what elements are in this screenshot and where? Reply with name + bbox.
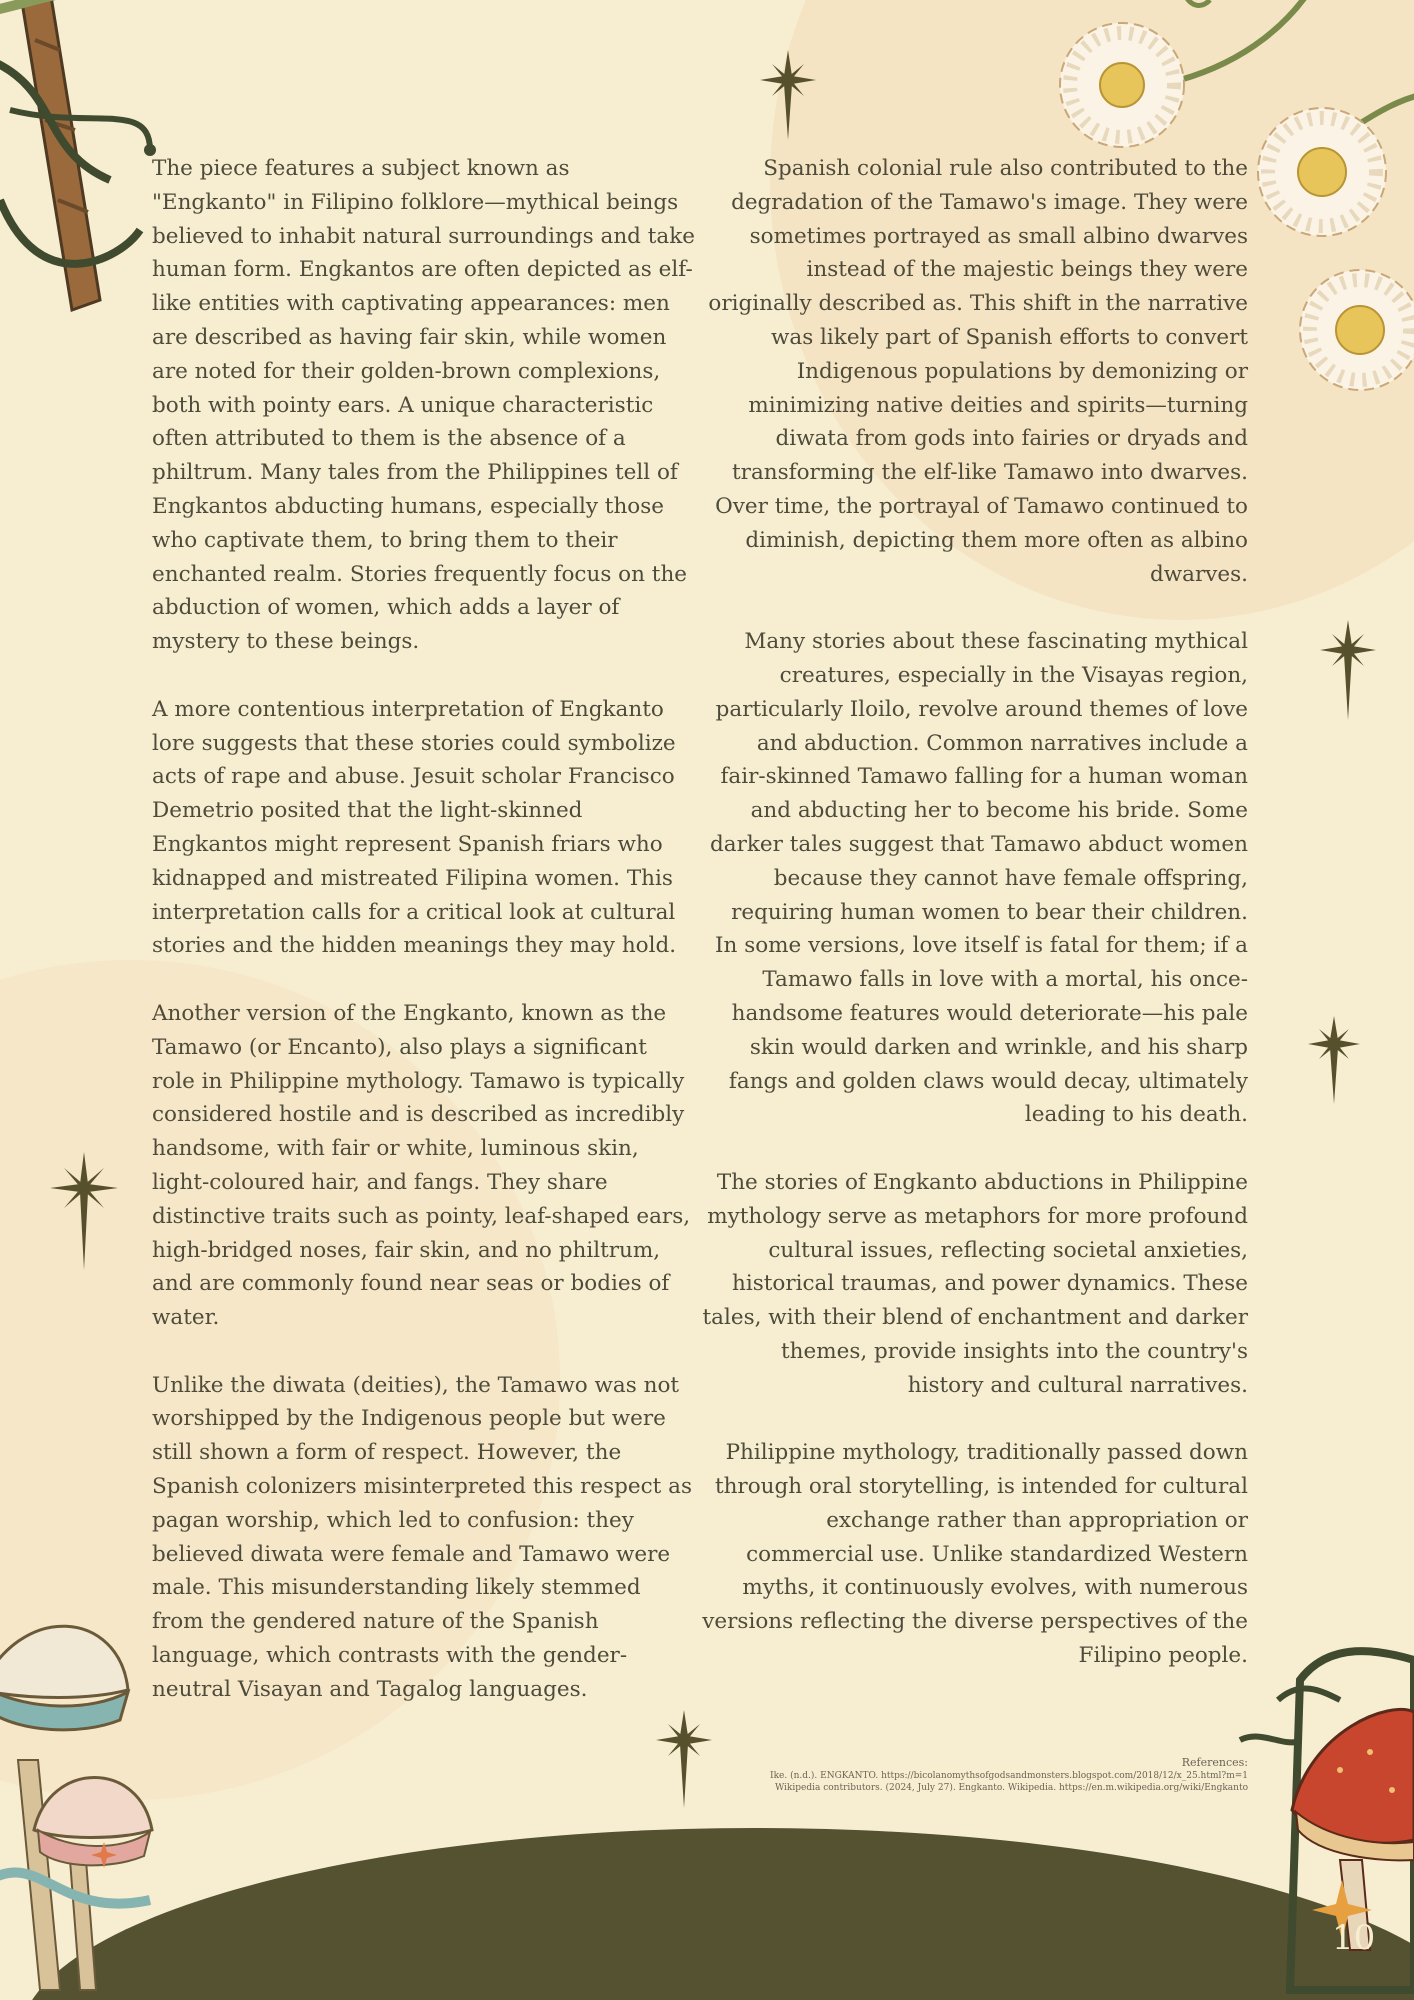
text-line: mystery to these beings. [152,629,420,655]
text-line: Spanish colonizers misinterpreted this respect as [152,1474,692,1500]
text-line: light-coloured hair, and fangs. They share [152,1169,608,1195]
text-line: Indigenous populations by demonizing or [796,358,1248,384]
text-line: historical traumas, and power dynamics. These [731,1271,1248,1297]
text-line: In some versions, love itself is fatal for them; if a [715,933,1248,959]
text-line: commercial use. Unlike standardized Western [746,1541,1248,1567]
text-line: acts of rape and abuse. Jesuit scholar Francisco [152,764,675,790]
text-line: interpretation calls for a critical look at cultural [152,899,676,925]
text-line: stories and the hidden meanings they may hold. [152,933,677,959]
text-line: diminish, depicting them more often as albino [745,527,1248,553]
reference-item: Ike. (n.d.). ENGKANTO. https://bicolanomythsofgodsandmonsters.blogspot.com/2018/12/x_25.html?m=1 [770,1771,1248,1781]
left-paragraph [152,1369,695,1707]
text-line: believed diwata were female and Tamawo were [152,1541,671,1567]
text-line: diwata from gods into fairies or dryads and [775,426,1248,452]
text-line: male. This misunderstanding likely stemmed [152,1575,641,1601]
text-line: lore suggests that these stories could symbolize [152,730,676,756]
text-line: Many stories about these fascinating mythical [744,629,1248,655]
text-line: and abducting her to become his bride. Some [750,798,1248,824]
branch-vine-icon [0,0,156,310]
text-line: Spanish colonial rule also contributed to the [763,156,1248,181]
references-heading: References: [1181,1756,1248,1769]
text-line: sometimes portrayed as small albino dwarves [749,223,1248,249]
text-line: "Engkanto" in Filipino folklore—mythical beings [152,189,679,215]
text-line: originally described as. This shift in the narrative [708,291,1248,317]
text-line: particularly Iloilo, revolve around themes of love [715,696,1248,722]
text-line: are described as having fair skin, while women [152,324,667,350]
text-line: darker tales suggest that Tamawo abduct women [710,831,1248,857]
text-line: history and cultural narratives. [907,1372,1248,1398]
text-line: cultural issues, reflecting societal anxieties, [768,1237,1248,1263]
text-line: human form. Engkantos are often depicted as elf- [152,257,693,283]
text-line: handsome, with fair or white, luminous skin, [152,1136,639,1162]
text-line: both with pointy ears. A unique characteristic [152,392,654,418]
text-line: A more contentious interpretation of Engkanto [152,696,664,722]
text-line: Tamawo falls in love with a mortal, his once- [762,967,1248,993]
text-line: distinctive traits such as pointy, leaf-shaped ears, [152,1203,691,1229]
text-line: degradation of the Tamawo's image. They were [731,189,1248,215]
text-line: considered hostile and is described as incredibly [152,1102,685,1128]
text-line: The piece features a subject known as [152,156,570,181]
text-line: still shown a form of respect. However, the [152,1440,622,1466]
text-line: high-bridged noses, fair skin, and no philtrum, [152,1237,661,1263]
left-paragraph [152,693,695,963]
text-line: dwarves. [1150,561,1248,587]
text-line: like entities with captivating appearances: men [152,291,670,317]
text-line: enchanted realm. Stories frequently focus on the [152,561,688,587]
text-line: versions reflecting the diverse perspectives of the [702,1609,1248,1635]
text-line: often attributed to them is the absence of a [152,426,626,452]
right-paragraph [690,625,1248,1132]
text-line: Philippine mythology, traditionally passed down [725,1440,1248,1466]
text-line: are noted for their golden-brown complexions, [152,358,661,384]
text-line: neutral Visayan and Tagalog languages. [152,1676,588,1702]
left-paragraph [152,152,695,659]
page-number: 10 [1332,1918,1376,1958]
left-text-column [152,152,695,1740]
text-line: through oral storytelling, is intended for cultural [714,1474,1248,1500]
reference-item: Wikipedia contributors. (2024, July 27). Engkanto. Wikipedia. https://en.m.wikipedia.org/wiki/Engkanto [774,1783,1248,1793]
text-line: exchange rather than appropriation or [826,1507,1248,1533]
text-line: leading to his death. [1024,1102,1248,1128]
text-line: philtrum. Many tales from the Philippines tell of [152,460,678,486]
text-line: myths, it continuously evolves, with numerous [742,1575,1248,1601]
text-line: worshipped by the Indigenous people but were [152,1406,666,1432]
text-line: Tamawo (or Encanto), also plays a significant [152,1034,647,1060]
text-line: from the gendered nature of the Spanish [152,1609,599,1635]
text-line: and abduction. Common narratives include a [756,730,1248,756]
text-line: mythology serve as metaphors for more profound [707,1203,1248,1229]
text-line: Over time, the portrayal of Tamawo continued to [715,493,1248,519]
text-line: creatures, especially in the Visayas region, [779,662,1248,688]
text-line: abduction of women, which adds a layer of [152,595,620,621]
text-line: transforming the elf-like Tamawo into dwarves. [732,460,1248,486]
right-paragraph [690,1436,1248,1673]
text-line: instead of the majestic beings they were [806,257,1248,283]
left-paragraph [152,997,695,1335]
text-line: minimizing native deities and spirits—turning [748,392,1248,418]
text-line: who captivate them, to bring them to their [152,527,618,553]
text-line: Demetrio posited that the light-skinned [152,798,583,824]
text-line: The stories of Engkanto abductions in Philippine [716,1169,1248,1195]
text-line: because they cannot have female offspring, [773,865,1248,891]
text-line: Engkantos might represent Spanish friars who [152,831,663,857]
references-block [688,1756,1248,1794]
text-line: believed to inhabit natural surroundings and take [152,223,695,249]
text-line: handsome features would deteriorate—his pale [731,1000,1248,1026]
right-text-column [690,152,1248,1707]
text-line: kidnapped and mistreated Filipina women. This [152,865,673,891]
text-line: pagan worship, which led to confusion: they [152,1507,634,1533]
mushroom-right-icon [1240,1651,1414,1990]
mushrooms-left-icon [0,1626,152,1990]
text-line: Engkantos abducting humans, especially those [152,493,664,519]
text-line: requiring human women to bear their children. [731,899,1248,925]
text-line: Unlike the diwata (deities), the Tamawo was not [152,1372,680,1398]
right-paragraph [690,1166,1248,1403]
text-line: language, which contrasts with the gender- [152,1643,628,1669]
text-line: Another version of the Engkanto, known as the [152,1000,667,1026]
text-line: themes, provide insights into the country's [781,1338,1248,1364]
text-line: was likely part of Spanish efforts to convert [770,324,1248,350]
text-line: tales, with their blend of enchantment and darker [702,1305,1248,1331]
right-paragraph [690,152,1248,591]
text-line: skin would darken and wrinkle, and his sharp [749,1034,1248,1060]
text-line: water. [152,1305,220,1331]
text-line: role in Philippine mythology. Tamawo is typically [152,1068,685,1094]
text-line: and are commonly found near seas or bodies of [152,1271,670,1297]
text-line: Filipino people. [1078,1643,1248,1669]
text-line: fair-skinned Tamawo falling for a human woman [720,764,1248,790]
text-line: fangs and golden claws would decay, ultimately [728,1068,1248,1094]
